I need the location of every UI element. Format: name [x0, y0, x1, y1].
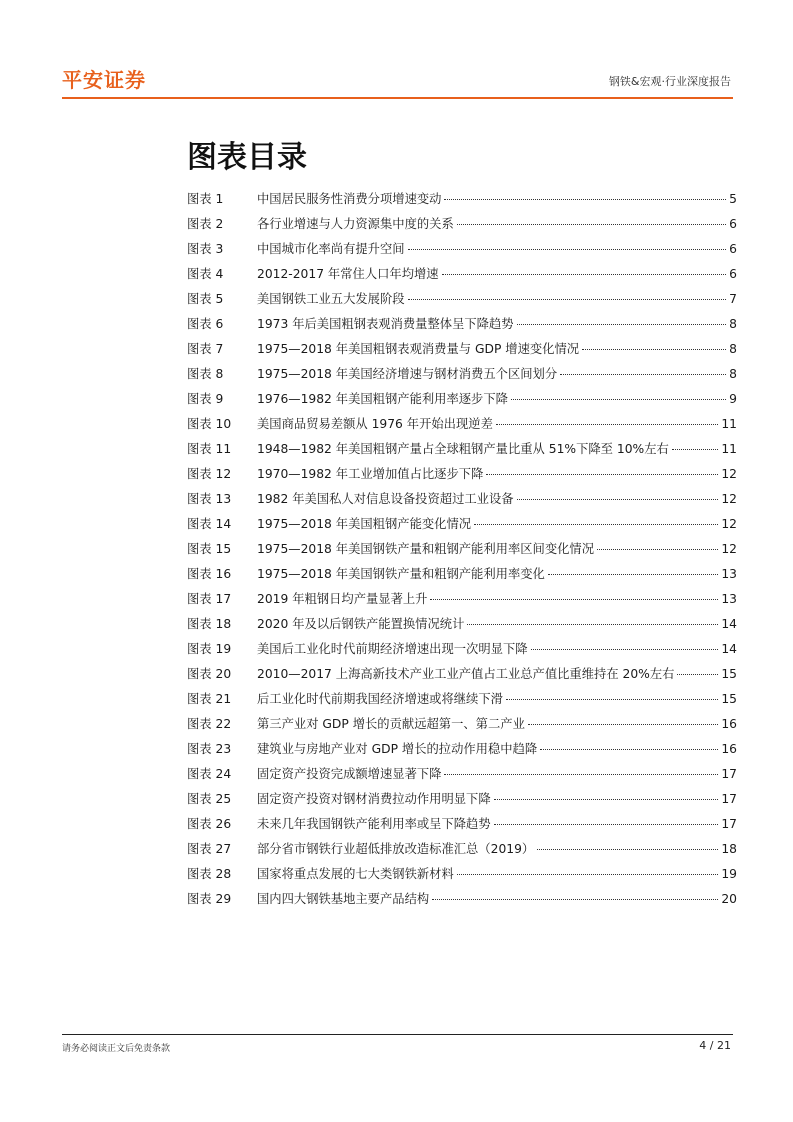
toc-page-number: 13 [721, 567, 737, 581]
toc-dot-leader [582, 349, 726, 350]
toc-figure-number: 图表 16 [187, 567, 232, 581]
toc-dot-leader [442, 274, 727, 275]
toc-dot-leader [597, 549, 718, 550]
toc-entry[interactable] [187, 715, 737, 740]
toc-entry[interactable] [187, 615, 737, 640]
toc-dot-leader [531, 649, 719, 650]
toc-figure-number: 图表 19 [187, 642, 232, 656]
toc-figure-number: 图表 26 [187, 817, 232, 831]
toc-dot-leader [494, 824, 719, 825]
toc-page-number: 14 [721, 642, 737, 656]
toc-figure-number: 图表 20 [187, 667, 232, 681]
toc-figure-title: 中国居民服务性消费分项增速变动 [257, 192, 442, 206]
disclaimer-note: 请务必阅读正文后免责条款 [62, 1044, 171, 1054]
toc-dot-leader [548, 574, 719, 575]
toc-figure-title: 后工业化时代前期我国经济增速或将继续下滑 [257, 692, 503, 706]
toc-page-number: 17 [721, 767, 737, 781]
toc-page-number: 15 [721, 667, 737, 681]
toc-figure-number: 图表 15 [187, 542, 232, 556]
toc-figure-title: 美国后工业化时代前期经济增速出现一次明显下降 [257, 642, 528, 656]
toc-figure-title: 各行业增速与人力资源集中度的关系 [257, 217, 454, 231]
toc-figure-title: 中国城市化率尚有提升空间 [257, 242, 405, 256]
toc-entry[interactable] [187, 215, 737, 240]
toc-entry[interactable] [187, 765, 737, 790]
toc-dot-leader [408, 299, 727, 300]
toc-entry[interactable] [187, 740, 737, 765]
toc-dot-leader [444, 774, 718, 775]
toc-figure-title: 美国商品贸易差额从 1976 年开始出现逆差 [257, 417, 493, 431]
toc-dot-leader [486, 474, 718, 475]
toc-page-number: 6 [729, 217, 737, 231]
toc-entry[interactable] [187, 665, 737, 690]
toc-figure-number: 图表 23 [187, 742, 232, 756]
toc-figure-title: 1975—2018 年美国钢铁产量和粗钢产能利用率变化 [257, 567, 545, 581]
toc-dot-leader [517, 324, 727, 325]
toc-figure-number: 图表 11 [187, 442, 232, 456]
toc-figure-title: 2010—2017 上海高新技术产业工业产值占工业总产值比重维持在 20%左右 [257, 667, 675, 681]
toc-dot-leader [677, 674, 718, 675]
toc-entry[interactable] [187, 190, 737, 215]
toc-figure-title: 固定资产投资完成额增速显著下降 [257, 767, 442, 781]
toc-page-number: 8 [729, 367, 737, 381]
toc-page-number: 17 [721, 792, 737, 806]
toc-page-number: 16 [721, 742, 737, 756]
toc-figure-title: 1970—1982 年工业增加值占比逐步下降 [257, 467, 484, 481]
toc-entry[interactable] [187, 840, 737, 865]
toc-figure-title: 1975—2018 年美国经济增速与钢材消费五个区间划分 [257, 367, 558, 381]
toc-entry[interactable] [187, 815, 737, 840]
toc-figure-number: 图表 9 [187, 392, 224, 406]
toc-figure-title: 未来几年我国钢铁产能利用率或呈下降趋势 [257, 817, 491, 831]
toc-entry[interactable] [187, 365, 737, 390]
toc-page-number: 5 [729, 192, 737, 206]
toc-page-number: 11 [721, 417, 737, 431]
toc-figure-title: 1973 年后美国粗钢表观消费量整体呈下降趋势 [257, 317, 514, 331]
toc-entry[interactable] [187, 690, 737, 715]
toc-figure-title: 部分省市钢铁行业超低排放改造标准汇总（2019） [257, 842, 535, 856]
toc-page-number: 16 [721, 717, 737, 731]
toc-figure-title: 1948—1982 年美国粗钢产量占全球粗钢产量比重从 51%下降至 10%左右 [257, 442, 669, 456]
toc-dot-leader [537, 849, 718, 850]
toc-dot-leader [432, 899, 718, 900]
toc-page-number: 12 [721, 542, 737, 556]
toc-page-number: 15 [721, 692, 737, 706]
toc-dot-leader [408, 249, 727, 250]
toc-dot-leader [540, 749, 718, 750]
toc-entry[interactable] [187, 415, 737, 440]
toc-page-number: 17 [721, 817, 737, 831]
report-category: 钢铁&宏观·行业深度报告 [608, 75, 731, 88]
toc-figure-number: 图表 25 [187, 792, 232, 806]
toc-figure-title: 1975—2018 年美国粗钢产能变化情况 [257, 517, 472, 531]
page-indicator: 4 / 21 [699, 1039, 731, 1052]
toc-page-number: 12 [721, 517, 737, 531]
toc-entry[interactable] [187, 790, 737, 815]
toc-entry[interactable] [187, 490, 737, 515]
toc-figure-number: 图表 14 [187, 517, 232, 531]
toc-entry[interactable] [187, 865, 737, 890]
toc-entry[interactable] [187, 565, 737, 590]
toc-figure-number: 图表 4 [187, 267, 224, 281]
toc-figure-number: 图表 8 [187, 367, 224, 381]
page-title: 图表目录 [187, 140, 307, 175]
toc-page-number: 7 [729, 292, 737, 306]
toc-dot-leader [430, 599, 718, 600]
toc-figure-title: 美国钢铁工业五大发展阶段 [257, 292, 405, 306]
toc-page-number: 12 [721, 492, 737, 506]
toc-figure-title: 2012-2017 年常住人口年均增速 [257, 267, 439, 281]
toc-dot-leader [457, 224, 726, 225]
toc-entry[interactable] [187, 515, 737, 540]
toc-figure-title: 国内四大钢铁基地主要产品结构 [257, 892, 430, 906]
toc-figure-number: 图表 10 [187, 417, 232, 431]
toc-figure-title: 2019 年粗钢日均产量显著上升 [257, 592, 428, 606]
toc-entry[interactable] [187, 340, 737, 365]
toc-figure-title: 1975—2018 年美国粗钢表观消费量与 GDP 增速变化情况 [257, 342, 580, 356]
toc-entry[interactable] [187, 315, 737, 340]
toc-figure-title: 2020 年及以后钢铁产能置换情况统计 [257, 617, 465, 631]
toc-figure-number: 图表 3 [187, 242, 224, 256]
toc-page-number: 11 [721, 442, 737, 456]
toc-entry[interactable] [187, 290, 737, 315]
toc-page-number: 18 [721, 842, 737, 856]
toc-figure-number: 图表 28 [187, 867, 232, 881]
toc-figure-number: 图表 7 [187, 342, 224, 356]
toc-page-number: 20 [721, 892, 737, 906]
toc-figure-title: 建筑业与房地产业对 GDP 增长的拉动作用稳中趋降 [257, 742, 538, 756]
toc-figure-number: 图表 5 [187, 292, 224, 306]
header-divider [62, 97, 733, 99]
toc-dot-leader [444, 199, 726, 200]
toc-entry[interactable] [187, 390, 737, 415]
toc-figure-number: 图表 27 [187, 842, 232, 856]
toc-figure-title: 1982 年美国私人对信息设备投资超过工业设备 [257, 492, 514, 506]
toc-page-number: 6 [729, 242, 737, 256]
toc-figure-number: 图表 18 [187, 617, 232, 631]
toc-figure-number: 图表 29 [187, 892, 232, 906]
footer-divider [62, 1034, 733, 1035]
toc-figure-title: 固定资产投资对钢材消费拉动作用明显下降 [257, 792, 491, 806]
toc-figure-number: 图表 21 [187, 692, 232, 706]
toc-page-number: 9 [729, 392, 737, 406]
toc-entry[interactable] [187, 440, 737, 465]
toc-dot-leader [672, 449, 719, 450]
toc-entry[interactable] [187, 540, 737, 565]
toc-dot-leader [496, 424, 718, 425]
toc-figure-number: 图表 24 [187, 767, 232, 781]
toc-figure-number: 图表 6 [187, 317, 224, 331]
toc-page-number: 8 [729, 317, 737, 331]
toc-entry[interactable] [187, 465, 737, 490]
toc-figure-number: 图表 13 [187, 492, 232, 506]
toc-figure-title: 国家将重点发展的七大类钢铁新材料 [257, 867, 454, 881]
toc-figure-number: 图表 1 [187, 192, 224, 206]
toc-page-number: 19 [721, 867, 737, 881]
toc-page-number: 14 [721, 617, 737, 631]
toc-dot-leader [560, 374, 726, 375]
toc-entry[interactable] [187, 265, 737, 290]
toc-dot-leader [528, 724, 718, 725]
toc-dot-leader [457, 874, 719, 875]
company-logo: 平安证券 [62, 68, 146, 92]
toc-entry[interactable] [187, 640, 737, 665]
toc-figure-number: 图表 22 [187, 717, 232, 731]
toc-entry[interactable] [187, 890, 737, 915]
toc-entry[interactable] [187, 240, 737, 265]
toc-dot-leader [517, 499, 719, 500]
toc-page-number: 8 [729, 342, 737, 356]
toc-dot-leader [511, 399, 726, 400]
toc-figure-number: 图表 17 [187, 592, 232, 606]
toc-figure-number: 图表 2 [187, 217, 224, 231]
toc-page-number: 6 [729, 267, 737, 281]
toc-figure-title: 1975—2018 年美国钢铁产量和粗钢产能利用率区间变化情况 [257, 542, 595, 556]
toc-entry[interactable] [187, 590, 737, 615]
toc-dot-leader [467, 624, 718, 625]
toc-dot-leader [494, 799, 719, 800]
toc-figure-number: 图表 12 [187, 467, 232, 481]
toc-figure-title: 1976—1982 年美国粗钢产能利用率逐步下降 [257, 392, 508, 406]
toc-dot-leader [506, 699, 718, 700]
toc-dot-leader [474, 524, 718, 525]
toc-page-number: 12 [721, 467, 737, 481]
toc-figure-title: 第三产业对 GDP 增长的贡献远超第一、第二产业 [257, 717, 525, 731]
toc-page-number: 13 [721, 592, 737, 606]
figure-table-of-contents [187, 190, 737, 915]
